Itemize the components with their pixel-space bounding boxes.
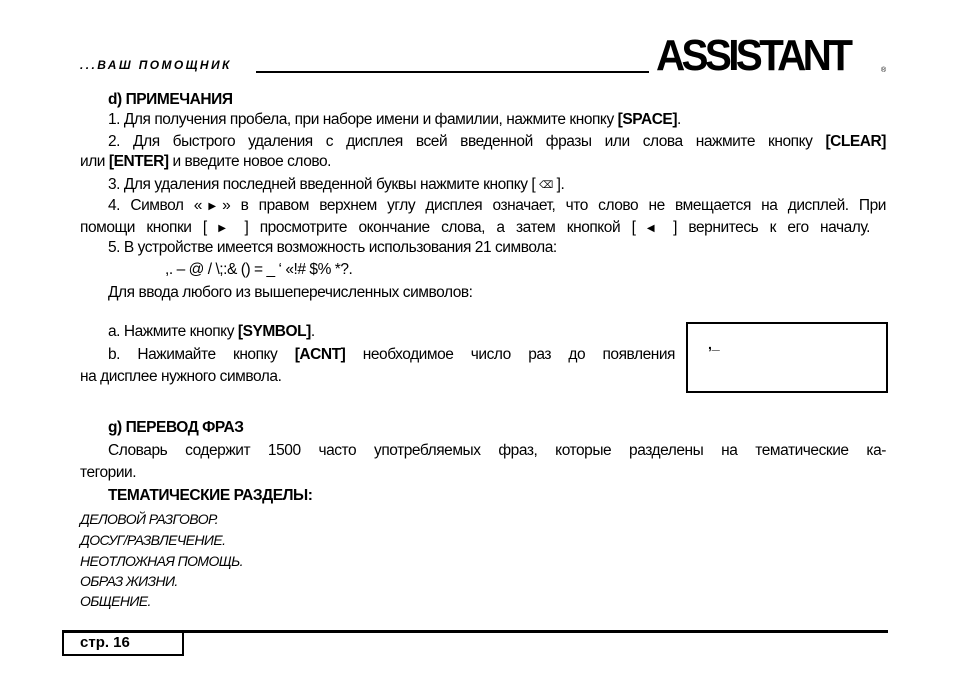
- symbol-list: ,. – @ / \;:& () = _ ‘ «!# $% *?.: [165, 261, 353, 278]
- key-label: [CLEAR]: [825, 133, 886, 150]
- note-3: [108, 176, 564, 195]
- note-text: ].: [556, 176, 565, 193]
- phrases-text: Словарь содержит 1500 часто употребляемых фраз, которые разделены на тематические ка-: [108, 442, 886, 459]
- note-4-cont: [80, 219, 870, 238]
- section-item: ОБЩЕНИЕ.: [80, 593, 151, 609]
- note-text: 2. Для быстрого удаления с дисплея всей введенной фразы или слова нажмите кнопку: [108, 133, 813, 150]
- note-4: [108, 197, 886, 216]
- symbol-intro: Для ввода любого из вышеперечисленных символов:: [108, 284, 473, 301]
- section-heading-phrases: g) ПЕРЕВОД ФРАЗ: [108, 419, 244, 436]
- note-text: » в правом верхнем углу дисплея означает, что слово не вмещается на дисплей. При: [222, 197, 886, 214]
- display-text: ,_: [708, 336, 720, 352]
- step-a: a. Нажмите кнопку [SYMBOL].: [108, 323, 315, 340]
- key-label: [SYMBOL]: [237, 323, 311, 340]
- section-item: ОБРАЗ ЖИЗНИ.: [80, 573, 178, 589]
- phrases-text-cont: тегории.: [80, 464, 137, 481]
- note-text: 1. Для получения пробела, при наборе имени и фамилии, нажмите кнопку: [108, 111, 614, 128]
- note-text: помощи кнопки [: [80, 219, 207, 236]
- arrow-right-icon: ▶: [218, 223, 234, 234]
- registered-mark: ®: [881, 67, 887, 74]
- section-item: НЕОТЛОЖНАЯ ПОМОЩЬ.: [80, 553, 243, 569]
- note-text: 3. Для удаления последней введенной буквы нажмите кнопку [: [108, 176, 536, 193]
- step-b-cont: на дисплее нужного символа.: [80, 368, 282, 385]
- step-text: a. Нажмите кнопку: [108, 323, 234, 340]
- tagline: ...ВАШ ПОМОЩНИК: [80, 58, 232, 72]
- note-2: [108, 133, 886, 151]
- header-rule: [256, 71, 649, 73]
- display-illustration: [686, 322, 888, 393]
- step-text: необходимое число раз до появления: [362, 346, 676, 363]
- backspace-icon: ⌫: [539, 180, 553, 191]
- note-2-cont: [80, 153, 331, 171]
- section-item: ДЕЛОВОЙ РАЗГОВОР.: [80, 511, 218, 527]
- key-label: [SPACE]: [617, 111, 678, 128]
- note-text: ] вернитесь к его началу.: [673, 219, 870, 236]
- note-text: ] просмотрите окончание слова, а затем кнопкой [: [244, 219, 636, 236]
- sections-heading: ТЕМАТИЧЕСКИЕ РАЗДЕЛЫ:: [108, 487, 313, 504]
- step-b: [108, 346, 675, 364]
- note-text: 4. Символ «: [108, 197, 202, 214]
- page-number: стр. 16: [80, 634, 130, 651]
- note-5: 5. В устройстве имеется возможность использования 21 символа:: [108, 239, 557, 256]
- key-label: [ACNT]: [294, 346, 346, 363]
- section-heading-notes: d) ПРИМЕЧАНИЯ: [108, 91, 233, 108]
- page-number-box: [62, 631, 184, 656]
- note-text: или: [80, 153, 106, 170]
- key-label: [ENTER]: [108, 153, 169, 170]
- step-text: b. Нажимайте кнопку: [108, 346, 278, 363]
- arrow-right-icon: ▶: [201, 201, 223, 212]
- note-1: 1. Для получения пробела, при наборе имени и фамилии, нажмите кнопку [SPACE].: [108, 111, 681, 128]
- section-item: ДОСУГ/РАЗВЛЕЧЕНИЕ.: [80, 532, 226, 548]
- footer-rule: [62, 630, 888, 633]
- arrow-left-icon: ◀: [646, 223, 662, 234]
- note-text: и введите новое слово.: [172, 153, 332, 170]
- brand-logo: ASSISTANT: [656, 31, 850, 80]
